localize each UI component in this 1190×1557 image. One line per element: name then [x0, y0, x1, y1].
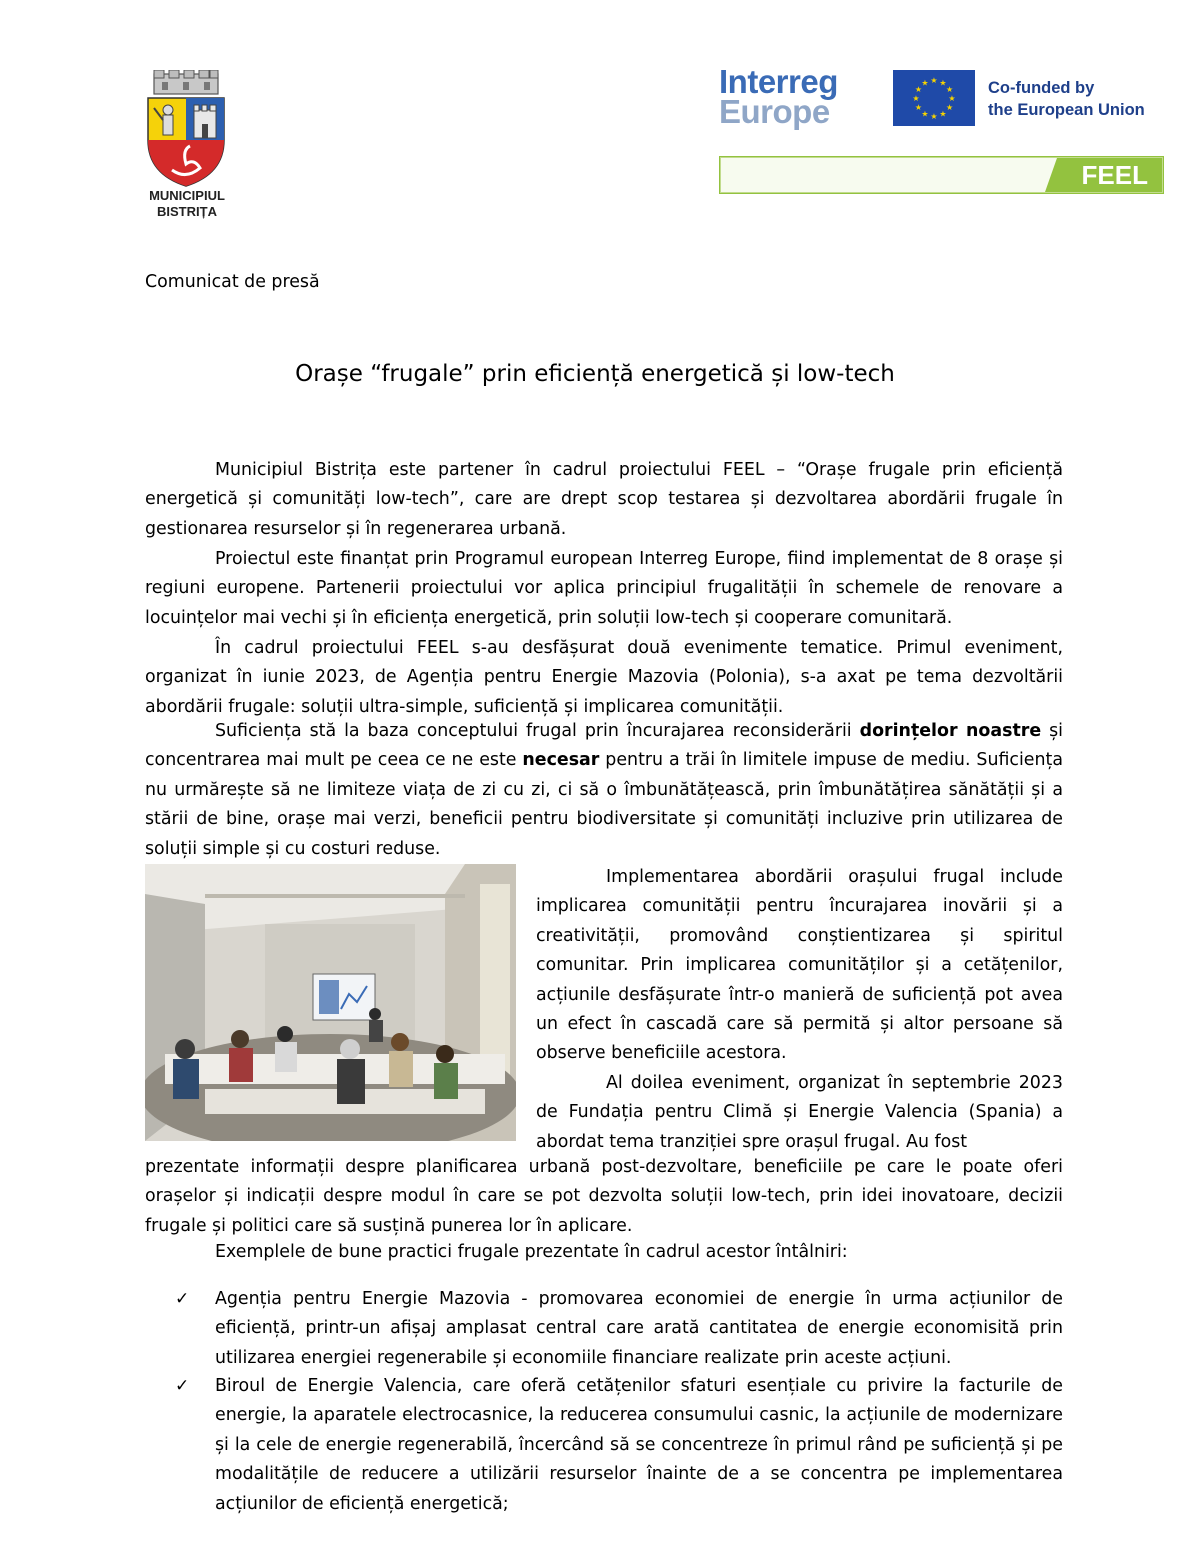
eu-star-icon: ★ [921, 109, 929, 119]
eu-star-icon: ★ [939, 78, 947, 88]
cofunded-by-eu-label [988, 77, 1145, 121]
paragraph-4-text-c: și concentrarea mai mult pe ceea ce ne este [145, 721, 1064, 771]
interreg-logo-line-1: Interreg [719, 63, 838, 100]
paragraph-3 [145, 634, 1063, 722]
eu-star-icon: ★ [930, 76, 938, 85]
paragraph-6-text: Al doilea eveniment, organizat în septembrie 2023 de Fundația pentru Climă și Energie Valencia (Spania) a abordat tema tranziției spre orașul frugal. Au fost [536, 1072, 1063, 1152]
bullet-item-valencia [175, 1372, 1063, 1519]
municipality-line-2: BISTRIȚA [157, 204, 217, 219]
right-column-text [536, 863, 1063, 1157]
bullet-text: Agenția pentru Energie Mazovia - promovarea economiei de energie în urma acțiunilor de eficiență, printr-un afișaj amplasat central care arată cantitatea de energie economisită prin utilizarea energiei regenerabile și economiile financiare realizate prin aceste acțiuni. [215, 1289, 1063, 1368]
eu-star-icon: ★ [948, 94, 956, 103]
paragraph-5 [536, 863, 1063, 1069]
municipality-name [136, 188, 238, 220]
municipality-line-1: MUNICIPIUL [149, 188, 225, 203]
eu-flag-icon [893, 70, 975, 126]
paragraph-8: Exemplele de bune practici frugale prezentate în cadrul acestor întâlniri: [215, 1242, 848, 1262]
paragraph-7: prezentate informații despre planificarea urbană post-dezvoltare, beneficiile pe care le poate oferi orașelor și indicații despre modul în care se pot dezvolta soluții low-tech, prin idei inovatoare, decizii frugale și politici care să susțină punerea lor în aplicare. [145, 1157, 1063, 1236]
paragraph-4 [145, 717, 1063, 864]
document-type-label: Comunicat de presă [145, 272, 320, 292]
paragraph-4-bold-d: necesar [522, 750, 600, 771]
paragraph-3-text: În cadrul proiectului FEEL s-au desfășurat două evenimente tematice. Primul eveniment, organizat în iunie 2023, de Agenția pentru Energie Mazovia (Polonia), s-a axat pe tema dezvoltării abordării frugale: soluții ultra-simple, suficiență și implicarea comunității. [145, 638, 1063, 717]
checkmark-icon: ✓ [175, 1376, 190, 1396]
bullet-text: Biroul de Energie Valencia, care oferă cetățenilor sfaturi esențiale cu privire la facturile de energie, la aparatele electrocasnice, la reducerea consumului casnic, la acțiunile de modernizare și la cele de energie regenerabilă, încercând să se concentreze în primul rând pe suficiență și pe modalitățile de reducere a utilizării resurselor înainte de a se concentra pe implementarea acțiunilor de eficiență energetică; [215, 1376, 1063, 1514]
cofunded-line-1: Co-funded by [988, 79, 1095, 97]
paragraph-4-bold-a: dorințelor noastre [859, 721, 1042, 741]
paragraph-4-text-a: Suficiența stă la baza conceptului frugal prin încurajarea reconsiderării [215, 721, 860, 741]
eu-star-icon: ★ [930, 112, 938, 121]
paragraph-2-text: Proiectul este finanțat prin Programul european Interreg Europe, fiind implementat de 8 orașe și regiuni europene. Partenerii proiectului vor aplica principiul frugalității în schemele de renovare a locuințelor mai vechi și în eficiența energetică, prin soluții low-tech și cooperare comunitară. [145, 549, 1063, 628]
paragraph-6 [536, 1069, 1063, 1157]
checkmark-icon: ✓ [175, 1289, 190, 1309]
feel-label: FEEL [1081, 160, 1148, 190]
paragraph-1-text: Municipiul Bistrița este partener în cadrul proiectului FEEL – “Orașe frugale prin eficiență energetică și comunități low-tech”, care are drept scop testarea și dezvoltarea abordării frugale în gestionarea resurselor și în regenerarea urbană. [145, 460, 1063, 539]
cofunded-line-2: the European Union [988, 101, 1145, 119]
bullet-item-mazovia [175, 1285, 1063, 1373]
paragraph-4-text-e: pentru a trăi în limitele impuse de mediu. Suficiența nu urmărește să ne limiteze viața de zi cu zi, ci să o îmbunătățească, prin îmbunătățirea sănătății și a stării de bine, orașe mai verzi, beneficii pentru biodiversitate și comunități incluzive prin utilizarea de soluții simple și cu costuri reduse. [145, 750, 1064, 859]
eu-star-icon: ★ [946, 85, 954, 94]
interreg-logo-line-2: Europe [719, 93, 830, 130]
eu-star-icon: ★ [912, 94, 920, 103]
paragraph-5-text: Implementarea abordării orașului frugal include implicarea comunității pentru încurajarea inovării și a creativității, promovând conștientizarea și spiritul comunitar. Prin implicarea comunităților și a cetățenilor, acțiunile desfășurate într-o manieră de suficiență pot avea un efect în cascadă care să permită și altor persoane să observe beneficiile acestora. [536, 867, 1063, 1064]
eu-star-icon: ★ [914, 85, 922, 94]
paragraph-2 [145, 545, 1063, 633]
workshop-photo [145, 864, 516, 1141]
eu-star-icon: ★ [939, 109, 947, 119]
eu-star-icon: ★ [914, 103, 922, 112]
interreg-europe-logo [719, 63, 838, 130]
press-release-title: Orașe “frugale” prin eficiență energetică și low-tech [295, 361, 895, 387]
eu-star-icon: ★ [921, 78, 929, 88]
bistrita-coat-of-arms-icon [142, 70, 230, 188]
eu-star-icon: ★ [946, 103, 954, 112]
paragraph-1 [145, 456, 1063, 544]
